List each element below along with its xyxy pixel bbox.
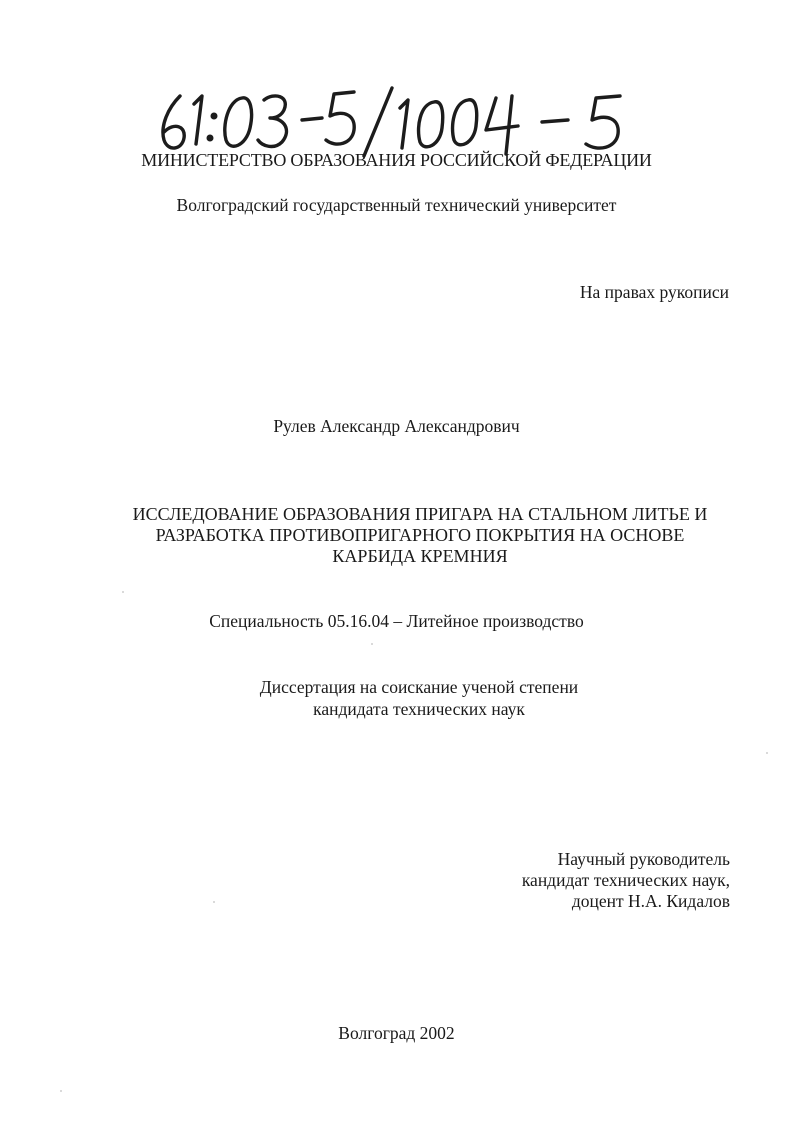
specialty-line: Специальность 05.16.04 – Литейное производство <box>209 611 584 631</box>
manuscript-rights-note: На правах рукописи <box>579 282 729 302</box>
scan-speck <box>766 752 768 754</box>
scan-speck <box>122 591 124 593</box>
dissertation-title <box>90 504 750 567</box>
scientific-advisor <box>522 849 730 912</box>
scan-speck <box>213 901 215 903</box>
author-name: Рулев Александр Александрович <box>273 416 520 436</box>
ministry-heading: МИНИСТЕРСТВО ОБРАЗОВАНИЯ РОССИЙСКОЙ ФЕДЕРАЦИИ <box>141 150 652 170</box>
degree-line-2: кандидата технических наук <box>313 699 525 719</box>
university-name: Волгоградский государственный технический университет <box>176 195 617 215</box>
title-line: РАЗРАБОТКА ПРОТИВОПРИГАРНОГО ПОКРЫТИЯ НА ОСНОВЕ <box>155 525 685 545</box>
scan-speck <box>371 643 373 645</box>
advisor-role: Научный руководитель <box>557 849 730 869</box>
title-line: ИССЛЕДОВАНИЕ ОБРАЗОВАНИЯ ПРИГАРА НА СТАЛЬНОМ ЛИТЬЕ И <box>132 504 708 524</box>
advisor-degree: кандидат технических наук, <box>521 870 730 890</box>
degree-line-1: Диссертация на соискание ученой степени <box>259 677 579 697</box>
advisor-name: доцент Н.А. Кидалов <box>571 891 730 911</box>
city-year: Волгоград 2002 <box>338 1023 455 1043</box>
scan-speck <box>60 1090 62 1092</box>
dissertation-degree <box>0 676 793 720</box>
title-line: КАРБИДА КРЕМНИЯ <box>332 546 508 566</box>
